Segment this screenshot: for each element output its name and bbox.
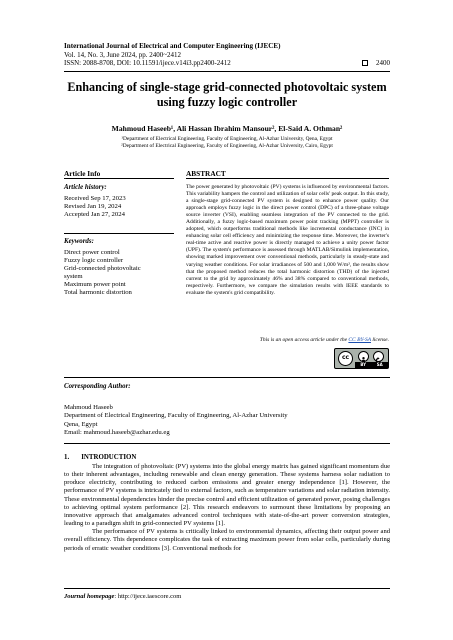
open-access-line bbox=[186, 337, 389, 343]
page-number: 2400 bbox=[376, 59, 390, 68]
received-date: Received Sep 17, 2023 bbox=[64, 195, 126, 202]
abstract-text: The power generated by photovoltaic (PV) systems is influenced by environmental factors. This variability hampers the control and utilization of solar cells' peak output. In this study, a single-stage grid-connected PV system is designed to enhance power quality. Our approach employs fuzzy logic in the direct power control (DPC) of a three-phase voltage source inverter (VSI), enabling seamless integration of the PV connected to the grid. Additionally, a fuzzy logic-based maximum power point tracking (MPPT) controller is adopted, which outperforms traditional methods like incremental conductance (INC) in enhancing solar cell efficiency and minimizing the response time. Moreover, the inverter's real-time active and reactive power is directly managed to achieve a unity power factor (UPF). The system's performance is assessed through MATLAB/Simulink implementation, showing marked improvement over conventional methods, particularly in steady-state and varying weather conditions. For solar irradiances of 500 and 1,000 W/m², the results show that the proposed method reduces the total harmonic distortion (THD) of the injected current to the grid by approximately 46% and 38% compared to conventional methods, respectively. Furthermore, we compare the simulation results with IEEE standards to evaluate the system's grid compatibility. bbox=[186, 184, 389, 296]
footer bbox=[64, 593, 181, 600]
license-link[interactable]: CC BY-SA bbox=[348, 337, 371, 343]
page-number-group bbox=[362, 59, 390, 68]
cc-license-badge[interactable] bbox=[334, 348, 389, 369]
by-person-icon bbox=[358, 351, 369, 362]
keyword: Grid-connected photovoltaic bbox=[64, 265, 141, 273]
issn-doi: ISSN: 2088-8708, DOI: 10.11591/ijece.v14i3.pp2400-2412 bbox=[64, 59, 231, 68]
history-list bbox=[64, 195, 174, 219]
keyword: Fuzzy logic controller bbox=[64, 257, 124, 265]
abstract-heading: ABSTRACT bbox=[186, 169, 226, 178]
corresponding-location: Qena, Egypt bbox=[64, 420, 98, 428]
introduction-body bbox=[64, 463, 390, 553]
header-rule bbox=[64, 71, 390, 72]
corresponding-department: Department of Electrical Engineering, Faculty of Engineering, Al-Azhar University bbox=[64, 412, 288, 420]
title-line-1: Enhancing of single-stage grid-connected photovoltaic system bbox=[67, 80, 387, 94]
affiliation-2: ²Department of Electrical Engineering, Faculty of Engineering, Al-Azhar University, Cairo, Egypt bbox=[121, 143, 333, 149]
article-info-rule bbox=[64, 178, 174, 179]
cc-icon: cc bbox=[338, 351, 353, 366]
keyword: Direct power control bbox=[64, 249, 120, 256]
introduction-paragraph-1: The integration of photovoltaic (PV) systems into the global energy matrix has gained significant momentum due to their inherent advantages, including renewable and clean energy generation. These systems harness solar radiation to produce electricity, contributing to reduced carbon emissions and greater energy independence [1]. However, the performance of PV systems is intricately tied to external factors, such as temperature variations and solar radiation intensity. These environmental dependencies hinder the precise control and efficient utilization of generated power, posing challenges to achieving optimal system performance [2]. This research endeavors to surmount these limitations by proposing an innovative approach that amalgamates advanced control techniques with state-of-the-art power conversion strategies, leading to a paradigm shift in grid-connected PV systems [1]. bbox=[64, 463, 390, 528]
corresponding-details bbox=[64, 404, 390, 437]
open-access-suffix: license. bbox=[370, 337, 389, 343]
share-alike-icon bbox=[373, 351, 384, 362]
corresponding-heading: Corresponding Author: bbox=[64, 383, 131, 390]
abstract-rule bbox=[186, 178, 389, 179]
corresponding-name: Mahmoud Haseeb bbox=[64, 404, 113, 411]
keyword: Maximum power point bbox=[64, 281, 126, 289]
title-line-2: using fuzzy logic controller bbox=[156, 94, 298, 109]
author-list: Mahmoud Haseeb¹, Ali Hassan Ibrahim Mansour², El-Said A. Othman² bbox=[111, 124, 343, 133]
history-rule bbox=[64, 233, 174, 234]
by-label: BY bbox=[360, 362, 367, 367]
footer-label: Journal homepage bbox=[64, 593, 115, 600]
corresponding-rule-bottom bbox=[64, 443, 390, 444]
introduction-heading: 1. INTRODUCTION bbox=[64, 454, 137, 461]
introduction-paragraph-2: The performance of PV systems is critically linked to environmental dynamics, affecting their output power and overall efficiency. This dependence complicates the task of extracting maximum power from solar cells, particularly during periods of erratic weather conditions [3]. Conventional methods for bbox=[64, 528, 390, 552]
journal-header bbox=[64, 42, 390, 68]
issn-row bbox=[64, 59, 390, 68]
footer-rule bbox=[64, 588, 390, 589]
revised-date: Revised Jan 19, 2024 bbox=[64, 203, 122, 211]
affiliation-1: ¹Department of Electrical Engineering, Faculty of Engineering, Al-Azhar University, Qena, Egypt bbox=[121, 136, 333, 142]
volume-line: Vol. 14, No. 3, June 2024, pp. 2400~2412 bbox=[64, 50, 182, 59]
keywords-label: Keywords: bbox=[64, 238, 94, 245]
accepted-date: Accepted Jan 27, 2024 bbox=[64, 211, 125, 219]
corresponding-email: Email: mahmoud.haseeb@azhar.edu.eg bbox=[64, 428, 170, 436]
keywords-list bbox=[64, 249, 174, 298]
square-icon bbox=[362, 60, 368, 66]
open-access-prefix: This is an open access article under the bbox=[259, 337, 349, 343]
footer-url[interactable]: : http://ijece.iaescore.com bbox=[114, 593, 182, 600]
corresponding-rule-top bbox=[64, 377, 390, 378]
sa-label: SA bbox=[376, 362, 383, 367]
keyword: system bbox=[64, 273, 83, 281]
article-info-heading: Article Info bbox=[64, 169, 101, 178]
paper-title bbox=[64, 80, 390, 109]
keyword: Total harmonic distortion bbox=[64, 289, 132, 297]
cc-label-strip bbox=[355, 362, 388, 368]
history-label: Article history: bbox=[64, 184, 107, 191]
journal-name: International Journal of Electrical and Computer Engineering (IJECE) bbox=[64, 42, 281, 50]
